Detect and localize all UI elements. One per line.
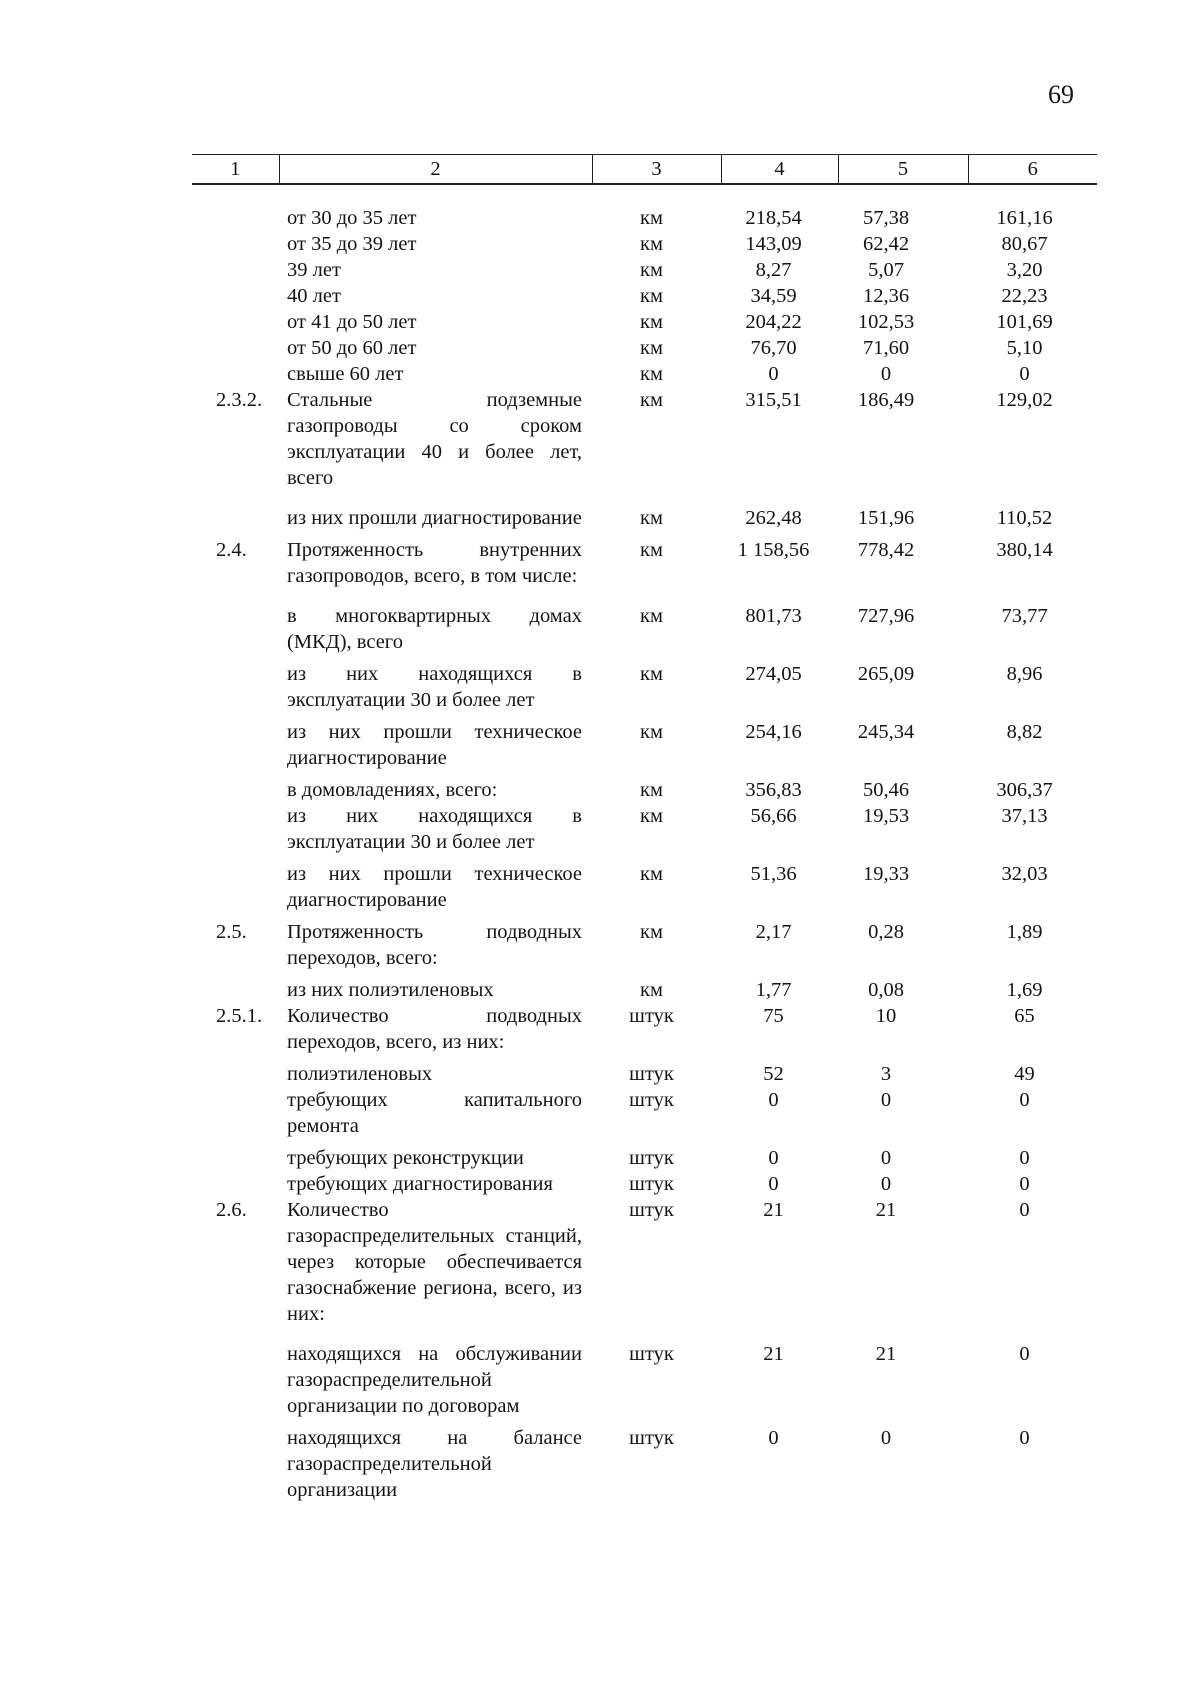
value-col-6: 0 bbox=[1019, 1147, 1030, 1169]
value-col-6: 65 bbox=[1014, 1005, 1035, 1027]
row-number bbox=[192, 231, 279, 257]
row-number bbox=[192, 977, 279, 1003]
table-row bbox=[192, 1171, 1097, 1197]
value-col-6: 0 bbox=[1019, 1199, 1030, 1221]
row-number: 2.6. bbox=[216, 1199, 247, 1221]
row-number bbox=[192, 777, 279, 803]
row-unit: км bbox=[640, 779, 663, 801]
row-number bbox=[192, 603, 279, 661]
value-col-4: 51,36 bbox=[750, 863, 797, 885]
row-unit: км bbox=[640, 285, 663, 307]
value-col-4: 254,16 bbox=[745, 721, 802, 743]
value-col-5: 71,60 bbox=[862, 337, 910, 359]
table-row bbox=[192, 231, 1097, 257]
value-col-6: 0 bbox=[1019, 363, 1030, 385]
column-header: 2 bbox=[279, 155, 592, 185]
row-unit: штук bbox=[629, 1147, 674, 1169]
row-number bbox=[192, 505, 279, 537]
table-row bbox=[192, 803, 1097, 861]
row-number bbox=[192, 1341, 279, 1425]
value-col-4: 204,22 bbox=[745, 311, 802, 333]
value-col-6: 380,14 bbox=[996, 539, 1053, 561]
row-description: от 35 до 39 лет bbox=[287, 233, 417, 255]
value-col-5: 0 bbox=[880, 363, 892, 385]
value-col-6: 3,20 bbox=[1006, 259, 1043, 281]
row-description: полиэтиленовых bbox=[287, 1063, 433, 1085]
table-row bbox=[192, 777, 1097, 803]
value-col-4: 356,83 bbox=[745, 779, 802, 801]
row-description: из них находящихся в эксплуатации 30 и более лет bbox=[287, 805, 582, 853]
row-number bbox=[192, 257, 279, 283]
value-col-5: 102,53 bbox=[857, 311, 915, 333]
value-col-5: 19,53 bbox=[862, 805, 910, 827]
value-col-5: 0,08 bbox=[868, 979, 904, 1001]
value-col-6: 0 bbox=[1019, 1343, 1030, 1365]
value-col-5: 21 bbox=[875, 1343, 897, 1365]
row-description: из них прошли диагностирование bbox=[287, 507, 582, 529]
value-col-4: 0 bbox=[768, 1173, 779, 1195]
table-row bbox=[192, 1087, 1097, 1145]
value-col-5: 10 bbox=[875, 1005, 897, 1027]
row-number bbox=[192, 309, 279, 335]
row-number bbox=[192, 719, 279, 777]
value-col-6: 73,77 bbox=[1001, 605, 1048, 627]
row-description: Протяженность подводных переходов, всего: bbox=[287, 921, 582, 969]
value-col-4: 0 bbox=[768, 1427, 779, 1449]
value-col-5: 727,96 bbox=[857, 605, 915, 627]
row-number bbox=[192, 661, 279, 719]
row-description: Стальные подземные газопроводы со сроком эксплуатации 40 и более лет, всего bbox=[287, 389, 582, 489]
value-col-5: 245,34 bbox=[857, 721, 915, 743]
row-unit: штук bbox=[629, 1173, 674, 1195]
value-col-5: 0 bbox=[880, 1147, 892, 1169]
row-unit: штук bbox=[629, 1005, 674, 1027]
table-row bbox=[192, 257, 1097, 283]
value-col-4: 8,27 bbox=[755, 259, 792, 281]
value-col-5: 62,42 bbox=[862, 233, 910, 255]
value-col-6: 49 bbox=[1014, 1063, 1035, 1085]
value-col-4: 34,59 bbox=[750, 285, 797, 307]
table-row bbox=[192, 1061, 1097, 1087]
row-description: требующих реконструкции bbox=[287, 1147, 524, 1169]
value-col-4: 21 bbox=[763, 1199, 784, 1221]
value-col-4: 262,48 bbox=[745, 507, 802, 529]
table-row bbox=[192, 861, 1097, 919]
value-col-4: 1,77 bbox=[755, 979, 792, 1001]
row-description: от 30 до 35 лет bbox=[287, 207, 417, 229]
value-col-6: 0 bbox=[1019, 1173, 1030, 1195]
value-col-6: 22,23 bbox=[1001, 285, 1048, 307]
value-col-5: 5,07 bbox=[868, 259, 904, 281]
row-description: находящихся на балансе газораспределительной организации bbox=[287, 1427, 582, 1501]
value-col-4: 0 bbox=[768, 1089, 779, 1111]
row-unit: км bbox=[640, 605, 663, 627]
value-col-6: 129,02 bbox=[996, 389, 1053, 411]
row-unit: км bbox=[640, 921, 663, 943]
value-col-6: 80,67 bbox=[1001, 233, 1048, 255]
value-col-5: 0,28 bbox=[868, 921, 904, 943]
value-col-4: 76,70 bbox=[750, 337, 797, 359]
row-description: из них прошли техническое диагностирование bbox=[287, 721, 582, 769]
value-col-4: 0 bbox=[768, 363, 779, 385]
value-col-5: 151,96 bbox=[857, 507, 915, 529]
row-description: Количество подводных переходов, всего, из них: bbox=[287, 1005, 582, 1053]
table-row bbox=[192, 1145, 1097, 1171]
row-description: 39 лет bbox=[287, 259, 341, 281]
table-row bbox=[192, 603, 1097, 661]
row-unit: штук bbox=[629, 1063, 674, 1085]
value-col-6: 306,37 bbox=[996, 779, 1053, 801]
row-description: Количество газораспределительных станций, через которые обеспечивается газоснабжение региона, всего, из них: bbox=[287, 1199, 582, 1325]
row-number bbox=[192, 1425, 279, 1503]
value-col-5: 186,49 bbox=[857, 389, 915, 411]
table-body bbox=[192, 184, 1097, 1503]
value-col-5: 50,46 bbox=[862, 779, 910, 801]
value-col-4: 274,05 bbox=[745, 663, 802, 685]
table-row bbox=[192, 361, 1097, 387]
row-unit: штук bbox=[629, 1089, 674, 1111]
value-col-5: 778,42 bbox=[857, 539, 915, 561]
value-col-5: 57,38 bbox=[862, 207, 910, 229]
row-description: от 50 до 60 лет bbox=[287, 337, 417, 359]
row-description: из них находящихся в эксплуатации 30 и более лет bbox=[287, 663, 582, 711]
row-unit: км bbox=[640, 389, 663, 411]
table-row bbox=[192, 335, 1097, 361]
value-col-6: 1,69 bbox=[1006, 979, 1043, 1001]
table-row bbox=[192, 283, 1097, 309]
value-col-6: 1,89 bbox=[1006, 921, 1043, 943]
row-number bbox=[192, 1087, 279, 1145]
row-number: 2.5. bbox=[216, 921, 247, 943]
row-description: из них прошли техническое диагностирование bbox=[287, 863, 582, 911]
value-col-4: 21 bbox=[763, 1343, 784, 1365]
page-number: 69 bbox=[1048, 80, 1074, 109]
row-number bbox=[192, 361, 279, 387]
row-unit: км bbox=[640, 979, 663, 1001]
value-col-6: 101,69 bbox=[996, 311, 1053, 333]
value-col-4: 801,73 bbox=[745, 605, 802, 627]
value-col-6: 0 bbox=[1019, 1089, 1030, 1111]
row-unit: км bbox=[640, 539, 663, 561]
value-col-5: 12,36 bbox=[862, 285, 910, 307]
table-row bbox=[192, 977, 1097, 1003]
value-col-6: 8,96 bbox=[1006, 663, 1043, 685]
row-unit: км bbox=[640, 363, 663, 385]
table-row bbox=[192, 1003, 1097, 1061]
value-col-4: 1 158,56 bbox=[737, 539, 810, 561]
row-number: 2.4. bbox=[216, 539, 247, 561]
value-col-4: 0 bbox=[768, 1147, 779, 1169]
value-col-6: 32,03 bbox=[1001, 863, 1048, 885]
row-unit: км bbox=[640, 337, 663, 359]
row-unit: штук bbox=[629, 1427, 674, 1449]
row-description: требующих капитального ремонта bbox=[287, 1089, 582, 1137]
row-description: 40 лет bbox=[287, 285, 341, 307]
row-unit: км bbox=[640, 805, 663, 827]
value-col-6: 5,10 bbox=[1006, 337, 1043, 359]
value-col-5: 0 bbox=[880, 1089, 892, 1111]
data-table bbox=[192, 154, 1097, 1503]
row-number bbox=[192, 283, 279, 309]
column-header: 4 bbox=[721, 155, 838, 185]
value-col-6: 161,16 bbox=[996, 207, 1053, 229]
value-col-5: 21 bbox=[875, 1199, 897, 1221]
row-unit: штук bbox=[629, 1199, 674, 1221]
value-col-4: 315,51 bbox=[745, 389, 802, 411]
row-number: 2.3.2. bbox=[216, 389, 263, 411]
row-description: свыше 60 лет bbox=[287, 363, 404, 385]
column-header: 6 bbox=[968, 155, 1097, 185]
value-col-6: 37,13 bbox=[1001, 805, 1048, 827]
row-description: Протяженность внутренних газопроводов, всего, в том числе: bbox=[287, 539, 582, 587]
table-row bbox=[192, 184, 1097, 231]
row-unit: штук bbox=[629, 1343, 674, 1365]
value-col-4: 218,54 bbox=[745, 207, 802, 229]
table-row bbox=[192, 1425, 1097, 1503]
row-number bbox=[192, 1171, 279, 1197]
value-col-6: 110,52 bbox=[996, 507, 1053, 529]
row-number bbox=[192, 861, 279, 919]
row-description: из них полиэтиленовых bbox=[287, 979, 494, 1001]
column-header: 5 bbox=[838, 155, 968, 185]
header-row bbox=[192, 155, 1097, 185]
row-number: 2.5.1. bbox=[216, 1005, 263, 1027]
value-col-5: 19,33 bbox=[862, 863, 910, 885]
value-col-4: 2,17 bbox=[755, 921, 792, 943]
row-description: от 41 до 50 лет bbox=[287, 311, 417, 333]
row-unit: км bbox=[640, 259, 663, 281]
row-unit: км bbox=[640, 721, 663, 743]
row-description: в многоквартирных домах (МКД), всего bbox=[287, 605, 582, 653]
value-col-5: 0 bbox=[880, 1427, 892, 1449]
value-col-4: 56,66 bbox=[750, 805, 797, 827]
table-row bbox=[192, 1341, 1097, 1425]
value-col-4: 52 bbox=[763, 1063, 784, 1085]
row-number bbox=[192, 184, 279, 231]
table-row bbox=[192, 505, 1097, 537]
table-row bbox=[192, 919, 1097, 977]
row-unit: км bbox=[640, 233, 663, 255]
value-col-5: 0 bbox=[880, 1173, 892, 1195]
row-description: в домовладениях, всего: bbox=[287, 779, 498, 801]
table-row bbox=[192, 387, 1097, 505]
row-description: требующих диагностирования bbox=[287, 1173, 553, 1195]
row-unit: км bbox=[640, 663, 663, 685]
value-col-4: 75 bbox=[763, 1005, 784, 1027]
column-header: 1 bbox=[192, 155, 279, 185]
row-number bbox=[192, 335, 279, 361]
value-col-4: 143,09 bbox=[745, 233, 802, 255]
row-unit: км bbox=[640, 207, 663, 229]
value-col-6: 0 bbox=[1019, 1427, 1030, 1449]
row-number bbox=[192, 1061, 279, 1087]
value-col-5: 265,09 bbox=[857, 663, 915, 685]
row-unit: км bbox=[640, 507, 663, 529]
table-row bbox=[192, 661, 1097, 719]
row-unit: км bbox=[640, 311, 663, 333]
column-header: 3 bbox=[592, 155, 721, 185]
row-number bbox=[192, 803, 279, 861]
value-col-6: 8,82 bbox=[1006, 721, 1043, 743]
table-row bbox=[192, 719, 1097, 777]
table-row bbox=[192, 309, 1097, 335]
row-description: находящихся на обслуживании газораспределительной организации по договорам bbox=[287, 1343, 582, 1417]
value-col-5: 3 bbox=[880, 1063, 892, 1085]
row-number bbox=[192, 1145, 279, 1171]
table-row bbox=[192, 537, 1097, 603]
row-unit: км bbox=[640, 863, 663, 885]
table-row bbox=[192, 1197, 1097, 1341]
